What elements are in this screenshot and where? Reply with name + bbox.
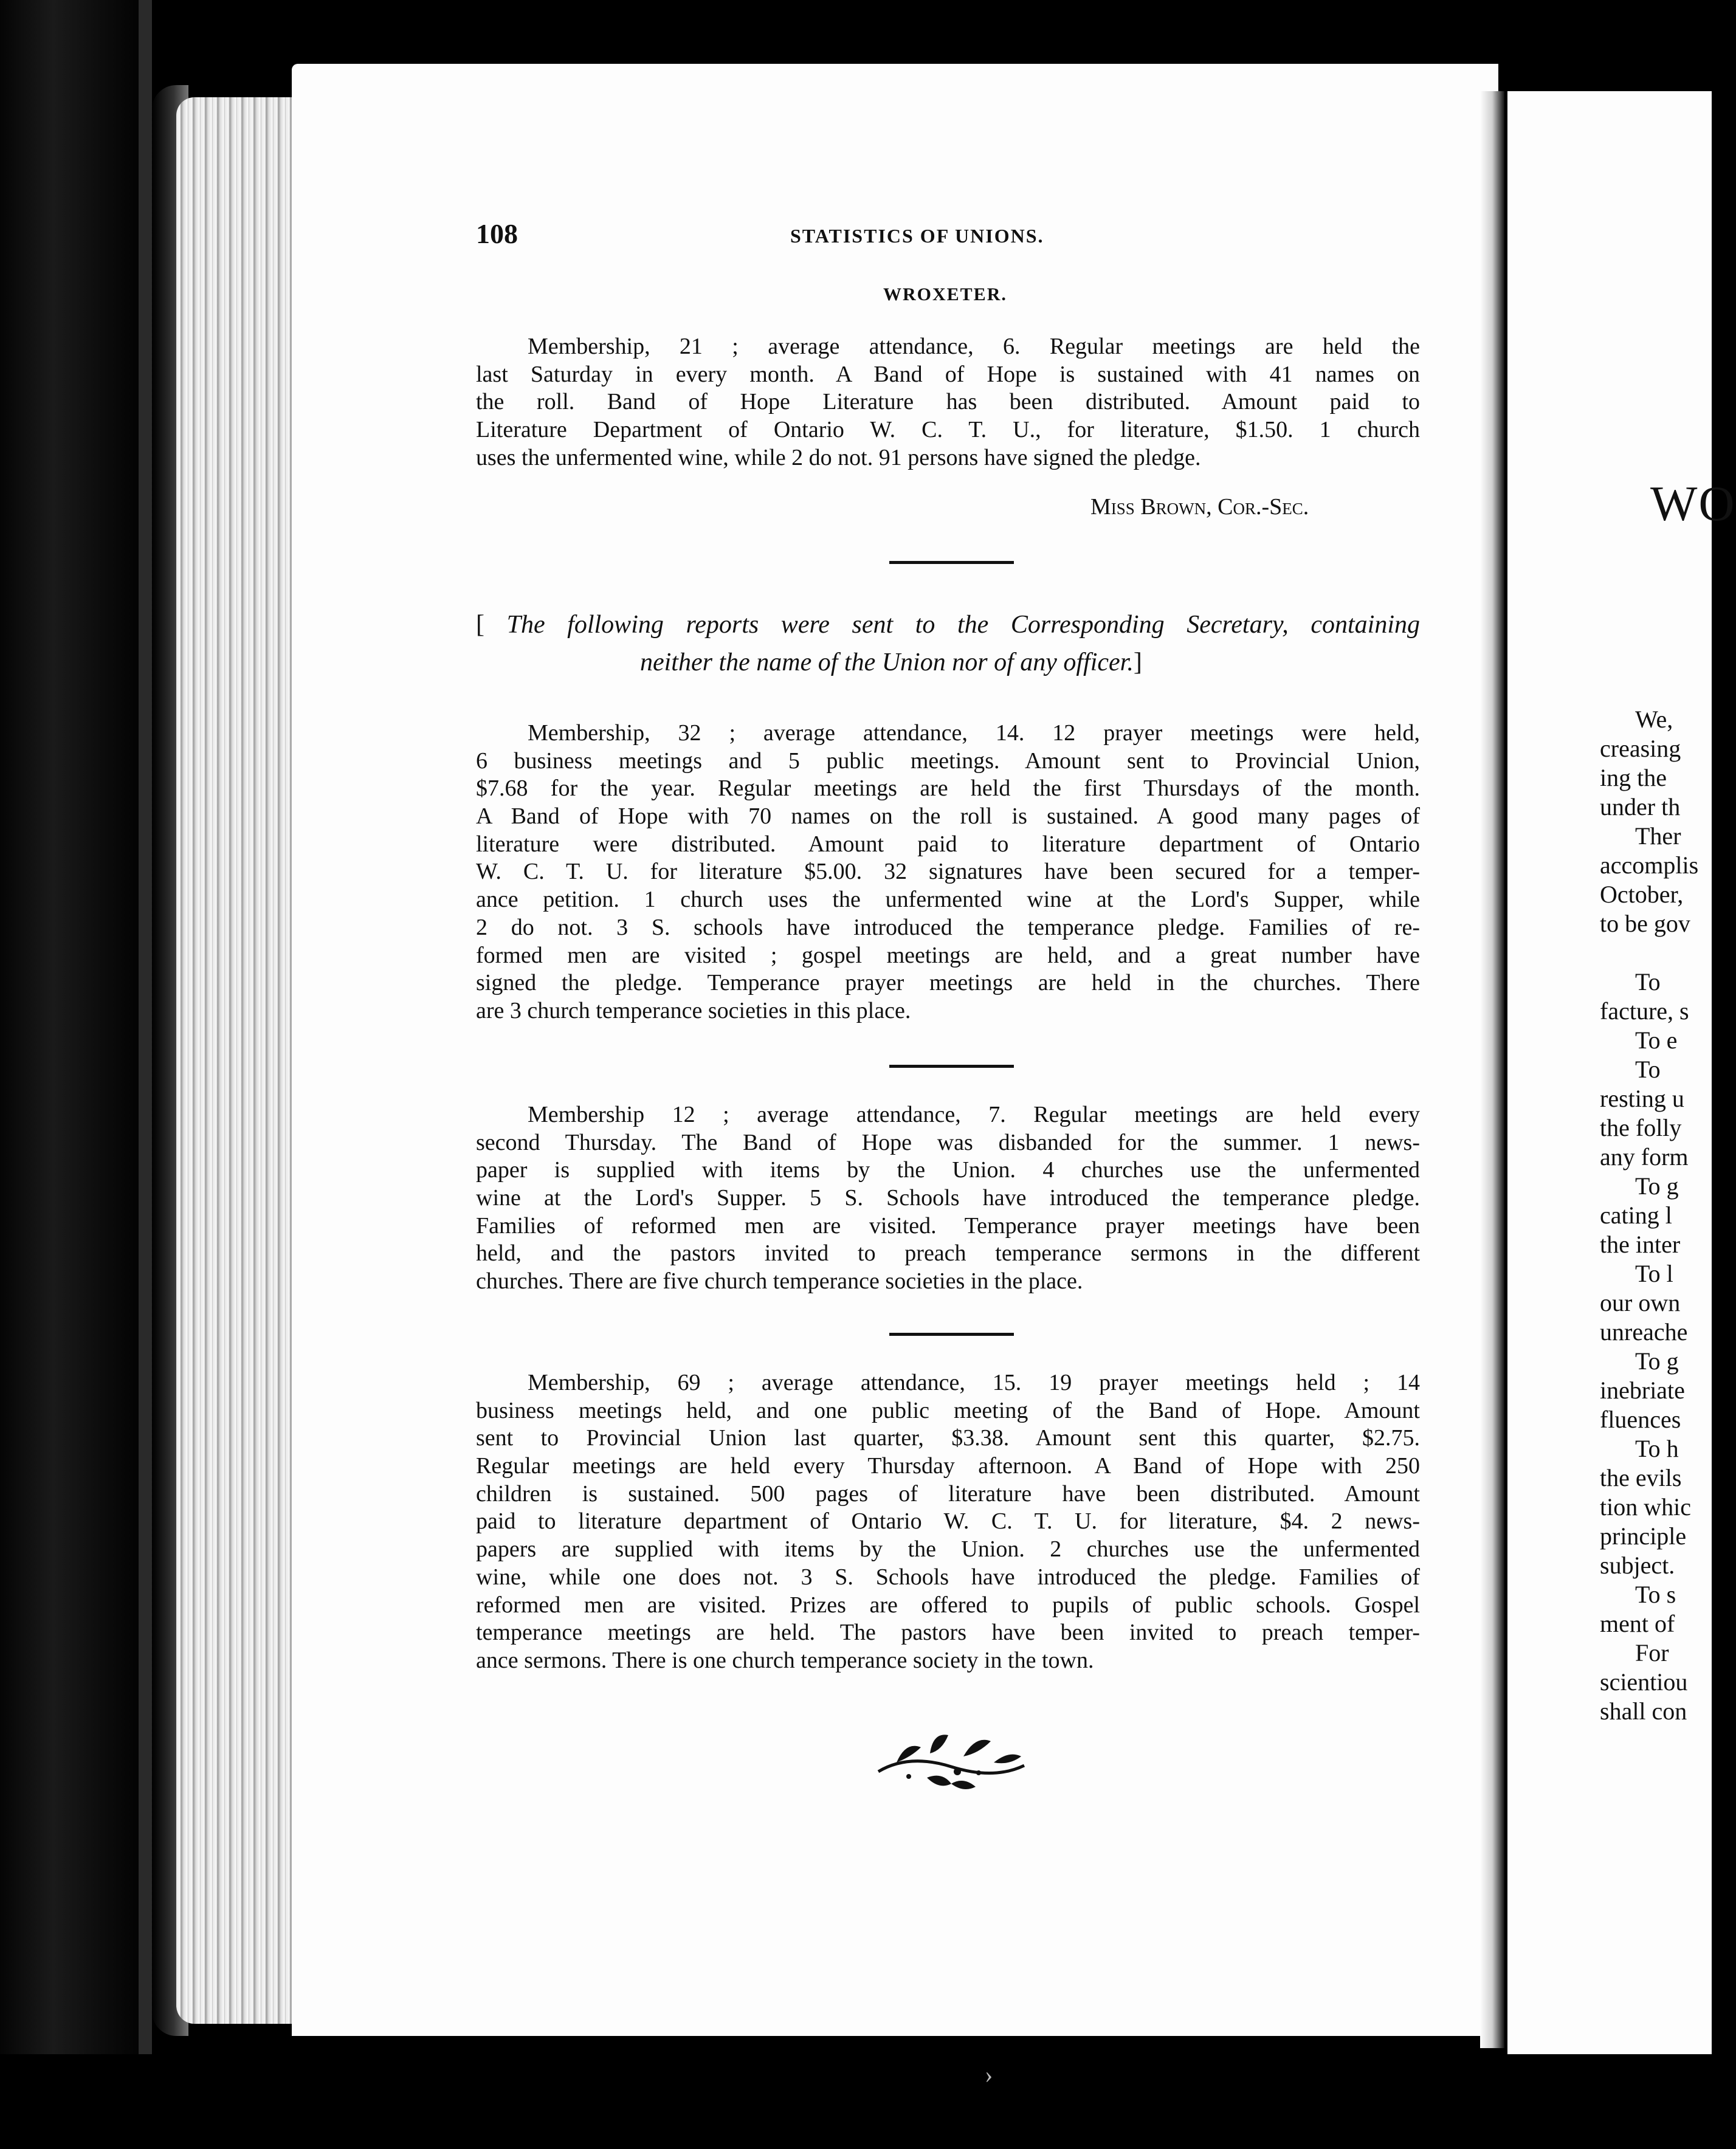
text-line: second Thursday. The Band of Hope was disbanded for the summer. 1 news-	[476, 1129, 1420, 1155]
report-1	[476, 720, 1420, 1025]
page-number: 108	[476, 218, 518, 249]
note-text-2: neither the name of the Union nor of any officer.	[640, 648, 1134, 676]
right-page-line: facture, s	[1600, 997, 1689, 1025]
text-line: churches. There are five church temperance societies in the place.	[476, 1268, 1083, 1295]
floral-ornament-icon	[872, 1729, 1030, 1796]
right-page-line: to be gov	[1600, 910, 1690, 937]
wroxeter-report	[476, 333, 1420, 472]
book-spine-edge	[139, 0, 152, 2149]
text-line: uses the unfermented wine, while 2 do not. 91 persons have signed the pledge.	[476, 444, 1201, 470]
right-page-line: To h	[1635, 1435, 1679, 1462]
right-page-line: scientiou	[1600, 1668, 1688, 1696]
right-page-line: subject.	[1600, 1552, 1675, 1579]
text-line: Membership, 21 ; average attendance, 6. Regular meetings are held the	[528, 334, 1420, 359]
text-line: Literature Department of Ontario W. C. T. U., for literature, $1.50. 1 church	[476, 417, 1420, 443]
text-line: formed men are visited ; gospel meetings are held, and a great number have	[476, 942, 1420, 968]
text-line: temperance meetings are held. The pastors have been invited to preach temper-	[476, 1620, 1420, 1646]
book-cover	[0, 0, 152, 2149]
scan-bottom-margin	[0, 2054, 1712, 2149]
note-open-bracket: [	[476, 611, 484, 639]
right-page-line: under th	[1600, 793, 1681, 820]
right-page	[1507, 91, 1736, 2060]
text-line: wine, while one does not. 3 S. Schools have introduced the pledge. Families of	[476, 1564, 1420, 1590]
signature-name: Miss Brown,	[1090, 494, 1212, 520]
right-page-line: ing the	[1600, 764, 1667, 791]
right-page-text	[1600, 705, 1712, 1726]
right-page-line: ment of	[1600, 1610, 1675, 1637]
right-page-heading: WO	[1650, 476, 1736, 531]
right-page-line: inebriate	[1600, 1377, 1685, 1404]
right-page-line: fluences	[1600, 1406, 1681, 1433]
report-2	[476, 1101, 1420, 1296]
bottom-mark: ›	[985, 2061, 993, 2088]
text-line: 2 do not. 3 S. schools have introduced the temperance pledge. Families of re-	[476, 914, 1420, 940]
right-page-line: tion whic	[1600, 1493, 1691, 1521]
note-text-1: The following reports were sent to the Corresponding Secretary, containing	[506, 611, 1421, 639]
right-page-line: any form	[1600, 1143, 1689, 1171]
section-rule	[889, 1333, 1014, 1336]
text-line: A Band of Hope with 70 names on the roll is sustained. A good many pages of	[476, 803, 1420, 830]
text-line: $7.68 for the year. Regular meetings are held the first Thursdays of the month.	[476, 775, 1420, 802]
right-page-line: the evils	[1600, 1464, 1682, 1491]
text-line: reformed men are visited. Prizes are offered to pupils of public schools. Gospel	[476, 1592, 1420, 1618]
text-line: Membership, 69 ; average attendance, 15. 19 prayer meetings held ; 14	[528, 1370, 1420, 1395]
page-stack-edges	[176, 97, 301, 2024]
book-gutter	[1480, 91, 1504, 2048]
right-page-line: To	[1635, 968, 1661, 995]
right-page-line: Ther	[1635, 822, 1681, 850]
right-page-line: To s	[1635, 1581, 1676, 1608]
right-page-line: To l	[1635, 1260, 1673, 1287]
text-line: literature were distributed. Amount paid to literature department of Ontario	[476, 831, 1420, 857]
text-line: are 3 church temperance societies in this place.	[476, 997, 911, 1023]
text-line: signed the pledge. Temperance prayer meetings are held in the churches. There	[476, 970, 1420, 996]
text-line: business meetings held, and one public meeting of the Band of Hope. Amount	[476, 1397, 1420, 1423]
text-line: the roll. Band of Hope Literature has been distributed. Amount paid to	[476, 389, 1420, 415]
text-line: children is sustained. 500 pages of literature have been distributed. Amount	[476, 1480, 1420, 1507]
right-page-line: principle	[1600, 1522, 1687, 1550]
section-rule	[889, 561, 1014, 564]
text-line: last Saturday in every month. A Band of Hope is sustained with 41 names on	[476, 361, 1420, 387]
right-page-line: unreache	[1600, 1318, 1688, 1346]
right-page-line: accomplis	[1600, 851, 1699, 879]
right-page-line	[1600, 938, 1712, 968]
text-line: ance petition. 1 church uses the unfermented wine at the Lord's Supper, while	[476, 887, 1420, 913]
text-line: paid to literature department of Ontario W. C. T. U. for literature, $4. 2 news-	[476, 1508, 1420, 1535]
report-3	[476, 1369, 1420, 1675]
note-line-2	[640, 648, 1142, 677]
section-title: WROXETER.	[883, 284, 1007, 304]
right-page-line: To g	[1635, 1172, 1679, 1200]
section-rule	[889, 1065, 1014, 1068]
right-page-line: our own	[1600, 1289, 1681, 1316]
signature	[1090, 493, 1309, 520]
right-page-line: shall con	[1600, 1697, 1687, 1725]
right-page-line: resting u	[1600, 1085, 1684, 1112]
note-line-1	[476, 610, 1420, 639]
right-page-line: October,	[1600, 881, 1684, 908]
running-head: STATISTICS OF UNIONS.	[790, 225, 1044, 247]
text-line: wine at the Lord's Supper. 5 S. Schools have introduced the temperance pledge.	[476, 1185, 1420, 1211]
text-line: held, and the pastors invited to preach temperance sermons in the different	[476, 1240, 1420, 1267]
right-page-line: creasing	[1600, 735, 1681, 762]
signature-title: Cor.-Sec.	[1218, 494, 1309, 520]
text-line: Membership 12 ; average attendance, 7. Regular meetings are held every	[528, 1102, 1420, 1127]
text-line: papers are supplied with items by the Union. 2 churches use the unfermented	[476, 1536, 1420, 1563]
text-line: 6 business meetings and 5 public meetings. Amount sent to Provincial Union,	[476, 748, 1420, 774]
right-page-line: For	[1635, 1639, 1669, 1666]
text-line: Membership, 32 ; average attendance, 14. 12 prayer meetings were held,	[528, 720, 1420, 746]
text-line: sent to Provincial Union last quarter, $3.38. Amount sent this quarter, $2.75.	[476, 1425, 1420, 1451]
note-close-bracket: ]	[1133, 648, 1142, 676]
text-line: W. C. T. U. for literature $5.00. 32 signatures have been secured for a temper-	[476, 859, 1420, 885]
text-line: ance sermons. There is one church temperance society in the town.	[476, 1647, 1094, 1673]
right-page-line: the inter	[1600, 1231, 1681, 1258]
text-line: paper is supplied with items by the Union. 4 churches use the unfermented	[476, 1157, 1420, 1183]
right-page-line: To e	[1635, 1026, 1678, 1054]
right-page-line: We,	[1635, 706, 1673, 733]
text-line: Regular meetings are held every Thursday afternoon. A Band of Hope with 250	[476, 1453, 1420, 1479]
right-page-line: To	[1635, 1056, 1661, 1083]
text-line: Families of reformed men are visited. Temperance prayer meetings have been	[476, 1212, 1420, 1239]
right-page-line: To g	[1635, 1347, 1679, 1375]
right-page-line: the folly	[1600, 1114, 1682, 1141]
right-page-line: cating l	[1600, 1202, 1672, 1229]
